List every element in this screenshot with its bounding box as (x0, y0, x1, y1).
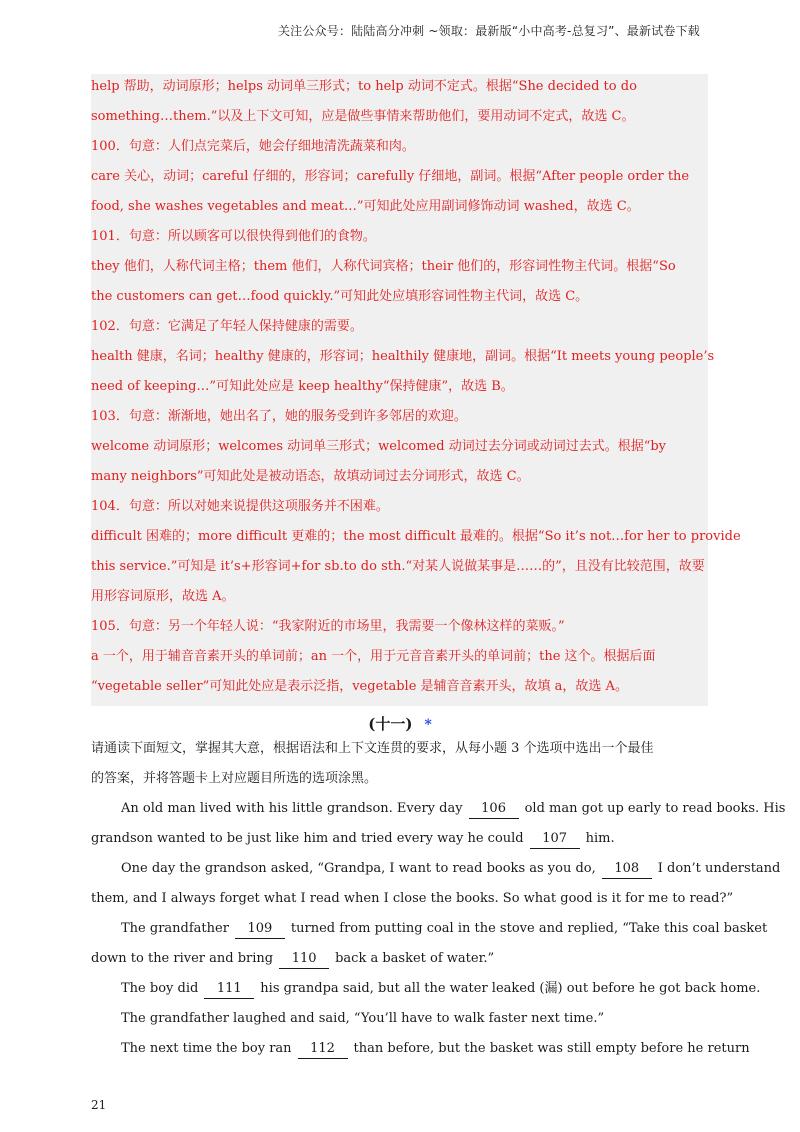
instruction-line: 请通读下面短文，掌握其大意，根据语法和上下文连贯的要求，从每小题 3 个选项中选出一个最佳 (91, 741, 654, 756)
passage-line (121, 976, 761, 1002)
passage-text: turned from putting coal in the stove and replied, “Take this coal basket (290, 921, 768, 936)
answer-line: help 帮助，动词原形；helps 动词单三形式；to help 动词不定式。根据“She decided to do (91, 79, 637, 94)
passage-text: than before, but the basket was still empty before he return (353, 1041, 750, 1056)
passage-line (91, 946, 708, 972)
instruction-line: 的答案，并将答题卡上对应题目所选的选项涂黑。 (91, 771, 378, 786)
page-header: 关注公众号：陆陆高分冲刺 ~领取：最新版“小中高考-总复习”、最新试卷下载 (277, 24, 700, 38)
passage-text: An old man lived with his little grandson. Every day (121, 801, 463, 816)
blank-107: 107 (530, 830, 580, 849)
blank-108: 108 (602, 860, 652, 879)
passage-text: The boy did (121, 981, 199, 996)
blank-112: 112 (298, 1040, 348, 1059)
blank-109: 109 (235, 920, 285, 939)
answer-line: 105．句意：另一个年轻人说：“我家附近的市场里，我需要一个像林这样的菜贩。” (91, 619, 565, 634)
passage-line (91, 826, 708, 852)
answer-line: welcome 动词原形；welcomes 动词单三形式；welcomed 动词过去分词或动词过去式。根据“by (91, 439, 667, 454)
answer-line: care 关心，动词；careful 仔细的，形容词；carefully 仔细地，副词。根据“After people order the (91, 169, 690, 184)
answer-line: 103．句意：渐渐地，她出名了，她的服务受到许多邻居的欢迎。 (91, 409, 467, 424)
answer-line: 100．句意：人们点完菜后，她会仔细地清洗蔬菜和肉。 (91, 139, 415, 154)
answer-line: 101．句意：所以顾客可以很快得到他们的食物。 (91, 229, 376, 244)
passage-text: The next time the boy ran (121, 1041, 292, 1056)
passage-line: The grandfather laughed and said, “You’ll have to walk faster next time.” (121, 1011, 605, 1026)
passage-text: grandson wanted to be just like him and tried every way he could (91, 831, 524, 846)
section-title (0, 711, 800, 737)
page-number: 21 (91, 1098, 107, 1112)
blank-110: 110 (279, 950, 329, 969)
answer-line: food, she washes vegetables and meat…”可知此处应用副词修饰动词 washed，故选 C。 (91, 199, 640, 214)
answer-line: 102．句意：它满足了年轻人保持健康的需要。 (91, 319, 363, 334)
passage-text: him. (585, 831, 615, 846)
section-title-text: (十一) (368, 715, 413, 733)
blank-111: 111 (204, 980, 254, 999)
passage-line: them, and I always forget what I read when I close the books. So what good is it for me to read?” (91, 891, 734, 906)
answer-explanation-box (91, 74, 741, 706)
answer-line: 用形容词原形，故选 A。 (91, 589, 235, 604)
blank-106: 106 (469, 800, 519, 819)
passage-text: old man got up early to read books. His (524, 801, 786, 816)
answer-line: 104．句意：所以对她来说提供这项服务并不困难。 (91, 499, 389, 514)
passage-text: down to the river and bring (91, 951, 274, 966)
answer-line: many neighbors”可知此处是被动语态，故填动词过去分词形式，故选 C。 (91, 469, 530, 484)
answer-line: the customers can get…food quickly.”可知此处应填形容词性物主代词，故选 C。 (91, 289, 589, 304)
passage-text: One day the grandson asked, “Grandpa, I want to read books as you do, (121, 861, 596, 876)
passage-text: The grandfather (121, 921, 229, 936)
passage-line (121, 796, 786, 822)
passage-text: his grandpa said, but all the water leaked (漏) out before he got back home. (260, 981, 761, 996)
passage-line (121, 1036, 750, 1062)
passage-line (121, 856, 781, 882)
passage-text: back a basket of water.” (335, 951, 495, 966)
passage-text: I don’t understand (657, 861, 781, 876)
answer-line: “vegetable seller”可知此处应是表示泛指，vegetable 是辅音音素开头，故填 a，故选 A。 (91, 679, 628, 694)
answer-line: health 健康，名词；healthy 健康的，形容词；healthily 健康地，副词。根据“It meets young people’s (91, 349, 715, 364)
star-icon: * (424, 717, 432, 733)
answer-line: this service.”可知是 it’s+形容词+for sb.to do sth.“对某人说做某事是……的”，且没有比较范围，故要 (91, 559, 705, 574)
passage-line (121, 916, 768, 942)
answer-line: difficult 困难的；more difficult 更难的；the most difficult 最难的。根据“So it’s not…for her to provide (91, 529, 741, 544)
answer-line: something…them.”以及上下文可知，应是做些事情来帮助他们，要用动词不定式，故选 C。 (91, 109, 635, 124)
answer-line: need of keeping…”可知此处应是 keep healthy“保持健康”，故选 B。 (91, 379, 514, 394)
answer-line: they 他们，人称代词主格；them 他们，人称代词宾格；their 他们的，形容词性物主代词。根据“So (91, 259, 676, 274)
answer-line: a 一个，用于辅音音素开头的单词前；an 一个，用于元音音素开头的单词前；the 这个。根据后面 (91, 649, 656, 664)
